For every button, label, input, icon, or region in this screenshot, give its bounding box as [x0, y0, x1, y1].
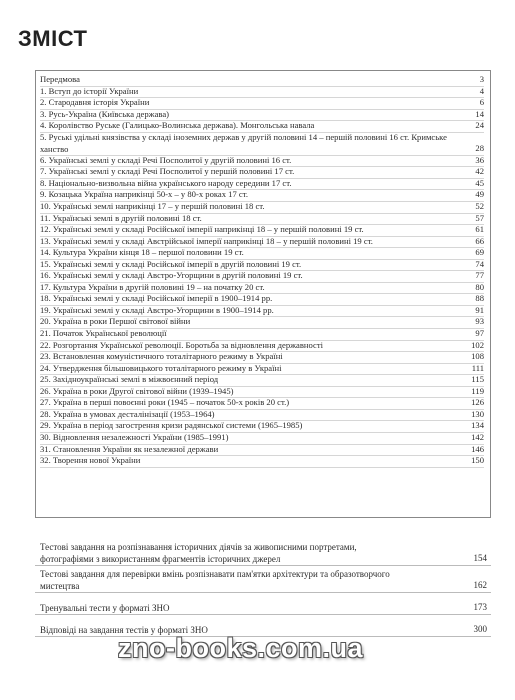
toc-row	[40, 398, 484, 410]
toc-entry-title: 23. Встановлення комуністичного тоталітарного режиму в Україні	[40, 352, 283, 362]
toc-entry-title: 9. Козацька Україна наприкінці 50-х – у 80-х роках 17 ст.	[40, 190, 248, 200]
toc-entry-title: 2. Стародавня історія України	[40, 98, 150, 108]
toc-row	[40, 433, 484, 445]
toc-entry-title: 5. Руські удільні князівства у складі іноземних держав у другій половині 14 – першій половині 16 ст. Кримське ханство	[40, 132, 447, 154]
extra-entry-page: 300	[473, 623, 487, 634]
toc-row	[40, 75, 484, 87]
toc-entry-page: 66	[475, 236, 484, 246]
extra-entry-page: 162	[473, 579, 487, 590]
toc-entry-page: 77	[475, 271, 484, 281]
toc-entry-title: 19. Українські землі у складі Австро-Угорщини в 1900–1914 рр.	[40, 305, 274, 315]
toc-row	[40, 410, 484, 422]
toc-entry-title: 27. Україна в перші повоєнні роки (1945 – початок 50-х років 20 ст.)	[40, 398, 290, 408]
toc-entry-page: 97	[475, 329, 484, 339]
toc-entry-title: 21. Початок Української революції	[40, 329, 167, 339]
extra-entry-text: Тестові завдання на розпізнавання історичних діячів за живописними портретами, фотографіями з використанням фрагментів історичних джерел	[40, 542, 357, 564]
toc-row	[40, 156, 484, 168]
watermark: zno-books.com.ua	[118, 633, 364, 663]
toc-entry-page: 102	[471, 340, 484, 350]
toc-row	[40, 167, 484, 179]
toc-entry-title: 1. Вступ до історії України	[40, 86, 139, 96]
table-of-contents	[35, 70, 491, 518]
toc-row	[40, 341, 484, 353]
toc-entry-page: 142	[471, 432, 484, 442]
toc-entry-title: 31. Становлення України як незалежної держави	[40, 444, 219, 454]
toc-row	[40, 110, 484, 122]
extra-entry-text: Тестові завдання для перевірки вмінь розпізнавати пам'ятки архітектури та образотворчого мистецтва	[40, 569, 390, 591]
toc-entry-title: 3. Русь-Україна (Київська держава)	[40, 109, 170, 119]
toc-entry-title: 11. Українські землі в другій половині 18 ст.	[40, 213, 202, 223]
toc-entry-title: 6. Українські землі у складі Речі Посполитої у другій половині 16 ст.	[40, 155, 292, 165]
toc-row	[40, 202, 484, 214]
toc-entry-page: 49	[475, 190, 484, 200]
extra-entry-architecture	[35, 569, 491, 593]
toc-entry-title: 10. Українські землі наприкінці 17 – у першій половині 18 ст.	[40, 202, 265, 212]
toc-entry-title: 20. Україна в роки Першої світової війни	[40, 317, 191, 327]
toc-entry-page: 126	[471, 398, 484, 408]
toc-entry-page: 134	[471, 421, 484, 431]
toc-entry-title: 32. Творення нової України	[40, 456, 141, 466]
toc-row	[40, 260, 484, 272]
toc-list	[40, 75, 484, 468]
toc-entry-title: 28. Україна в умовах десталінізації (1953–1964)	[40, 409, 215, 419]
toc-entry-page: 69	[475, 248, 484, 258]
extra-entry-text: Відповіді на завдання тестів у форматі ЗНО	[40, 624, 208, 635]
toc-row	[40, 387, 484, 399]
toc-entry-page: 115	[471, 375, 484, 385]
toc-entry-page: 111	[471, 363, 484, 373]
extra-entry-page: 173	[473, 601, 487, 612]
toc-entry-page: 14	[475, 109, 484, 119]
toc-entry-title: 25. Західноукраїнські землі в міжвоєнний період	[40, 375, 219, 385]
extra-entry-text: Тренувальні тести у форматі ЗНО	[40, 602, 170, 613]
toc-entry-title: 12. Українські землі у складі Російської імперії наприкінці 18 – у першій половині 19 ст.	[40, 225, 364, 235]
toc-entry-title: 26. Україна в роки Другої світової війни (1939–1945)	[40, 386, 234, 396]
toc-row	[40, 237, 484, 249]
toc-entry-title: 16. Українські землі у складі Австро-Угорщини в другій половині 19 ст.	[40, 271, 303, 281]
toc-entry-title: 29. Україна в період загострення кризи радянської системи (1965–1985)	[40, 421, 303, 431]
toc-row	[40, 364, 484, 376]
toc-entry-page: 42	[475, 167, 484, 177]
toc-row	[40, 87, 484, 99]
toc-entry-page: 119	[471, 386, 484, 396]
toc-entry-title: 13. Українські землі у складі Австрійської імперії наприкінці 18 – у першій половині 19 ст.	[40, 236, 373, 246]
toc-row	[40, 317, 484, 329]
toc-entry-page: 61	[475, 225, 484, 235]
toc-entry-page: 6	[479, 98, 484, 108]
toc-row	[40, 445, 484, 457]
toc-row	[40, 375, 484, 387]
toc-entry-page: 93	[475, 317, 484, 327]
toc-row	[40, 214, 484, 226]
toc-entry-page: 150	[471, 456, 484, 466]
toc-row	[40, 294, 484, 306]
toc-row	[40, 306, 484, 318]
toc-entry-page: 80	[475, 282, 484, 292]
toc-row	[40, 329, 484, 341]
toc-entry-page: 45	[475, 178, 484, 188]
toc-entry-title: 24. Утвердження більшовицького тоталітарного режиму в Україні	[40, 363, 282, 373]
toc-row	[40, 98, 484, 110]
toc-entry-title: 4. Королівство Руське (Галицько-Волинська держава). Монгольська навала	[40, 121, 315, 131]
toc-row	[40, 179, 484, 191]
toc-row	[40, 456, 484, 468]
extra-entry-page: 154	[473, 552, 487, 563]
toc-entry-title: Передмова	[40, 75, 80, 84]
toc-entry-page: 57	[475, 213, 484, 223]
toc-row	[40, 421, 484, 433]
toc-entry-title: 17. Культура України в другій половині 19 – на початку 20 ст.	[40, 282, 265, 292]
toc-row	[40, 121, 484, 133]
toc-entry-page: 52	[475, 202, 484, 212]
toc-entry-page: 3	[479, 75, 484, 84]
toc-row	[40, 283, 484, 295]
page-title: ЗМІСТ	[18, 26, 88, 51]
toc-entry-page: 88	[475, 294, 484, 304]
toc-row	[40, 225, 484, 237]
toc-entry-title: 30. Відновлення незалежності України (1985–1991)	[40, 432, 229, 442]
toc-entry-page: 28	[475, 143, 484, 154]
toc-entry-page: 108	[471, 352, 484, 362]
toc-row	[40, 190, 484, 202]
toc-entry-page: 146	[471, 444, 484, 454]
toc-row	[40, 133, 484, 156]
toc-entry-page: 36	[475, 155, 484, 165]
toc-entry-title: 15. Українські землі у складі Російської імперії в другій половині 19 ст.	[40, 259, 302, 269]
toc-entry-title: 7. Українські землі у складі Речі Посполитої у першій половині 17 ст.	[40, 167, 295, 177]
toc-entry-title: 22. Розгортання Української революції. Боротьба за відновлення державності	[40, 340, 323, 350]
toc-entry-title: 14. Культура України кінця 18 – першої половини 19 ст.	[40, 248, 244, 258]
toc-row	[40, 352, 484, 364]
toc-entry-page: 24	[475, 121, 484, 131]
toc-entry-page: 91	[475, 305, 484, 315]
toc-row	[40, 271, 484, 283]
toc-entry-page: 4	[479, 86, 484, 96]
extra-entry-training-tests	[35, 600, 491, 615]
toc-entry-page: 74	[475, 259, 484, 269]
toc-entry-title: 8. Національно-визвольна війна українського народу середини 17 ст.	[40, 178, 292, 188]
extra-entry-portraits	[35, 532, 491, 566]
toc-entry-title: 18. Українські землі у складі Російської імперії в 1900–1914 рр.	[40, 294, 273, 304]
toc-entry-page: 130	[471, 409, 484, 419]
toc-row	[40, 248, 484, 260]
